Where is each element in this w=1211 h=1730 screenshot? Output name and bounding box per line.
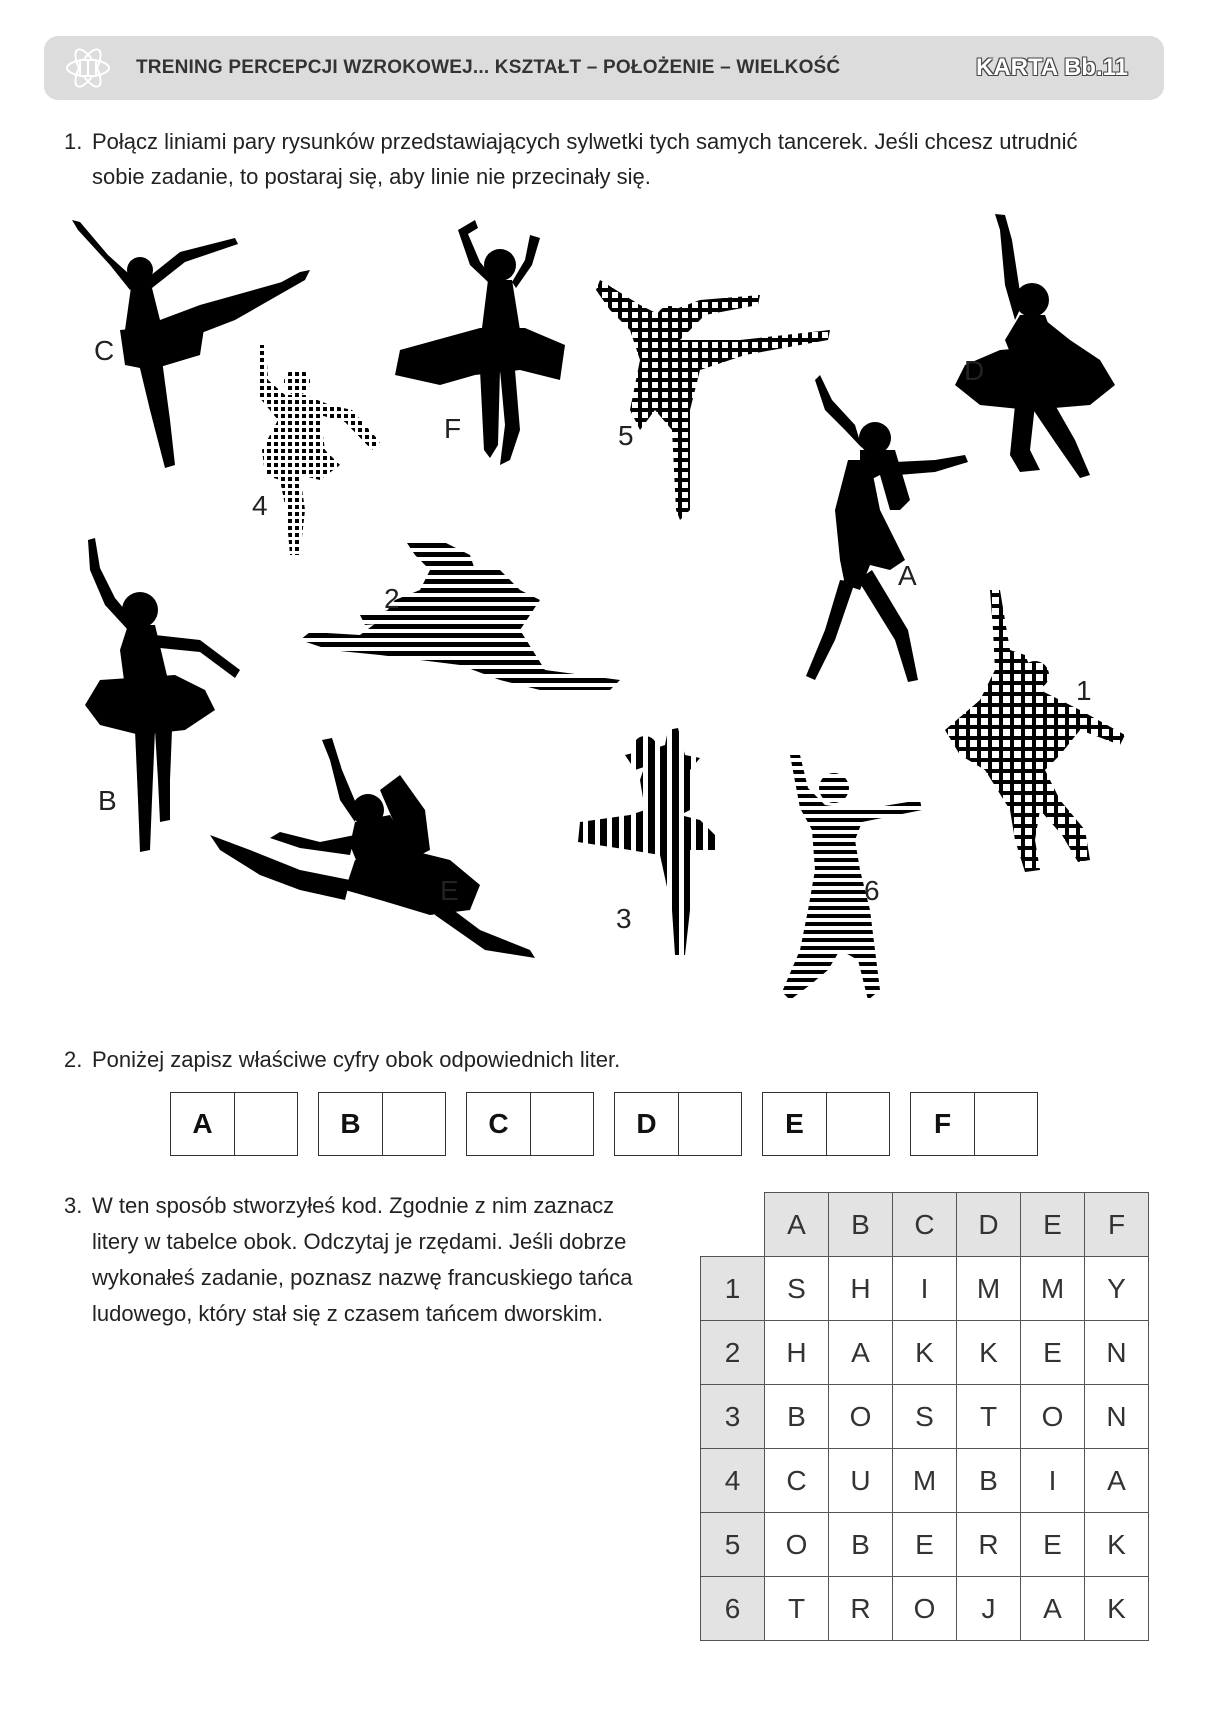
table-cell[interactable]: S (765, 1257, 829, 1321)
table-cell[interactable]: M (957, 1257, 1021, 1321)
task-3-line-4: ludowego, który stał się z czasem tańcem dworskim. (92, 1301, 604, 1326)
task-1-line-1: Połącz liniami pary rysunków przedstawiających sylwetki tych samych tancerek. Jeśli chcesz utrudnić (92, 129, 1078, 154)
label-e: E (440, 875, 459, 906)
row-header: 2 (701, 1321, 765, 1385)
row-header: 3 (701, 1385, 765, 1449)
task-1 (64, 124, 1174, 196)
dancer-5 (596, 280, 830, 520)
answer-box-e[interactable] (762, 1092, 890, 1156)
answer-blank[interactable] (235, 1093, 297, 1155)
label-a: A (898, 560, 917, 591)
task-number: 2. (64, 1047, 83, 1072)
task-3 (64, 1188, 664, 1338)
row-header: 5 (701, 1513, 765, 1577)
atom-book-icon (64, 44, 112, 92)
label-d: D (964, 355, 985, 386)
label-1: 1 (1076, 675, 1092, 706)
table-cell[interactable]: O (893, 1577, 957, 1641)
table-cell[interactable]: K (1085, 1513, 1149, 1577)
answer-box-a[interactable] (170, 1092, 298, 1156)
task-2 (64, 1042, 764, 1078)
label-c: C (94, 335, 115, 366)
task-1-line-2: sobie zadanie, to postaraj się, aby linie nie przecinały się. (92, 164, 651, 189)
table-cell[interactable]: H (829, 1257, 893, 1321)
table-cell[interactable]: E (893, 1513, 957, 1577)
answer-blank[interactable] (531, 1093, 593, 1155)
answer-box-c[interactable] (466, 1092, 594, 1156)
dancer-2 (300, 540, 620, 690)
table-cell[interactable]: M (893, 1449, 957, 1513)
column-header: F (1085, 1193, 1149, 1257)
table-cell[interactable]: O (765, 1513, 829, 1577)
label-6: 6 (864, 875, 880, 906)
answer-letter: F (911, 1093, 975, 1155)
task-number: 1. (64, 129, 83, 154)
header-title: TRENING PERCEPCJI WZROKOWEJ... KSZTAŁT – POŁOŻENIE – WIELKOŚĆ (136, 57, 841, 78)
answer-letter: D (615, 1093, 679, 1155)
dancer-e (210, 738, 535, 958)
column-header: E (1021, 1193, 1085, 1257)
table-cell[interactable]: B (765, 1385, 829, 1449)
table-cell[interactable]: T (957, 1385, 1021, 1449)
table-cell[interactable]: C (765, 1449, 829, 1513)
column-header: C (893, 1193, 957, 1257)
table-cell[interactable]: I (893, 1257, 957, 1321)
table-cell[interactable]: H (765, 1321, 829, 1385)
table-cell[interactable]: O (1021, 1385, 1085, 1449)
task-3-line-1: W ten sposób stworzyłeś kod. Zgodnie z nim zaznacz (92, 1193, 615, 1218)
dancer-f (395, 220, 565, 465)
table-corner (701, 1193, 765, 1257)
dancer-a (806, 375, 968, 682)
answer-blank[interactable] (975, 1093, 1037, 1155)
answer-blank[interactable] (383, 1093, 445, 1155)
answer-box-f[interactable] (910, 1092, 1038, 1156)
card-number: KARTA Bb.11 (975, 54, 1128, 81)
table-cell[interactable]: A (1085, 1449, 1149, 1513)
table-row (701, 1577, 1149, 1641)
dancer-silhouettes (0, 210, 1211, 1030)
code-table (700, 1192, 1149, 1641)
label-f: F (444, 413, 462, 444)
table-cell[interactable]: T (765, 1577, 829, 1641)
answer-box-b[interactable] (318, 1092, 446, 1156)
table-cell[interactable]: K (957, 1321, 1021, 1385)
task-number: 3. (64, 1193, 83, 1218)
label-2: 2 (384, 583, 400, 614)
table-cell[interactable]: N (1085, 1321, 1149, 1385)
row-header: 1 (701, 1257, 765, 1321)
dancer-d (955, 214, 1115, 478)
answer-blank[interactable] (679, 1093, 741, 1155)
label-b: B (98, 785, 117, 816)
table-cell[interactable]: E (1021, 1513, 1085, 1577)
table-cell[interactable]: J (957, 1577, 1021, 1641)
table-cell[interactable]: K (1085, 1577, 1149, 1641)
task-2-text: Poniżej zapisz właściwe cyfry obok odpowiednich liter. (92, 1047, 621, 1072)
header-bar (44, 36, 1164, 100)
table-cell[interactable]: R (829, 1577, 893, 1641)
table-cell[interactable]: A (1021, 1577, 1085, 1641)
table-cell[interactable]: Y (1085, 1257, 1149, 1321)
dancer-3 (578, 728, 720, 955)
answer-letter: E (763, 1093, 827, 1155)
table-cell[interactable]: R (957, 1513, 1021, 1577)
dancer-6 (782, 755, 922, 1000)
answer-blank[interactable] (827, 1093, 889, 1155)
answer-letter: B (319, 1093, 383, 1155)
answer-box-d[interactable] (614, 1092, 742, 1156)
table-cell[interactable]: M (1021, 1257, 1085, 1321)
row-header: 6 (701, 1577, 765, 1641)
table-row (701, 1257, 1149, 1321)
table-cell[interactable]: S (893, 1385, 957, 1449)
table-row (701, 1513, 1149, 1577)
dancer-4 (258, 345, 380, 555)
label-4: 4 (252, 490, 268, 521)
table-row (701, 1385, 1149, 1449)
table-cell[interactable]: A (829, 1321, 893, 1385)
answer-letter: C (467, 1093, 531, 1155)
label-3: 3 (616, 903, 632, 934)
answer-boxes (170, 1092, 1050, 1158)
table-cell[interactable]: I (1021, 1449, 1085, 1513)
table-row (701, 1321, 1149, 1385)
table-cell[interactable]: E (1021, 1321, 1085, 1385)
column-header: D (957, 1193, 1021, 1257)
code-table-header (701, 1193, 1149, 1257)
task-3-line-2: litery w tabelce obok. Odczytaj je rzędami. Jeśli dobrze (92, 1229, 627, 1254)
table-cell[interactable]: O (829, 1385, 893, 1449)
task-3-line-3: wykonałeś zadanie, poznasz nazwę francuskiego tańca (92, 1265, 633, 1290)
column-header: B (829, 1193, 893, 1257)
table-cell[interactable]: B (829, 1513, 893, 1577)
table-row (701, 1449, 1149, 1513)
table-cell[interactable]: B (957, 1449, 1021, 1513)
dancer-1 (945, 590, 1125, 872)
table-cell[interactable]: N (1085, 1385, 1149, 1449)
table-cell[interactable]: K (893, 1321, 957, 1385)
table-cell[interactable]: U (829, 1449, 893, 1513)
column-header: A (765, 1193, 829, 1257)
answer-letter: A (171, 1093, 235, 1155)
label-5: 5 (618, 420, 634, 451)
row-header: 4 (701, 1449, 765, 1513)
